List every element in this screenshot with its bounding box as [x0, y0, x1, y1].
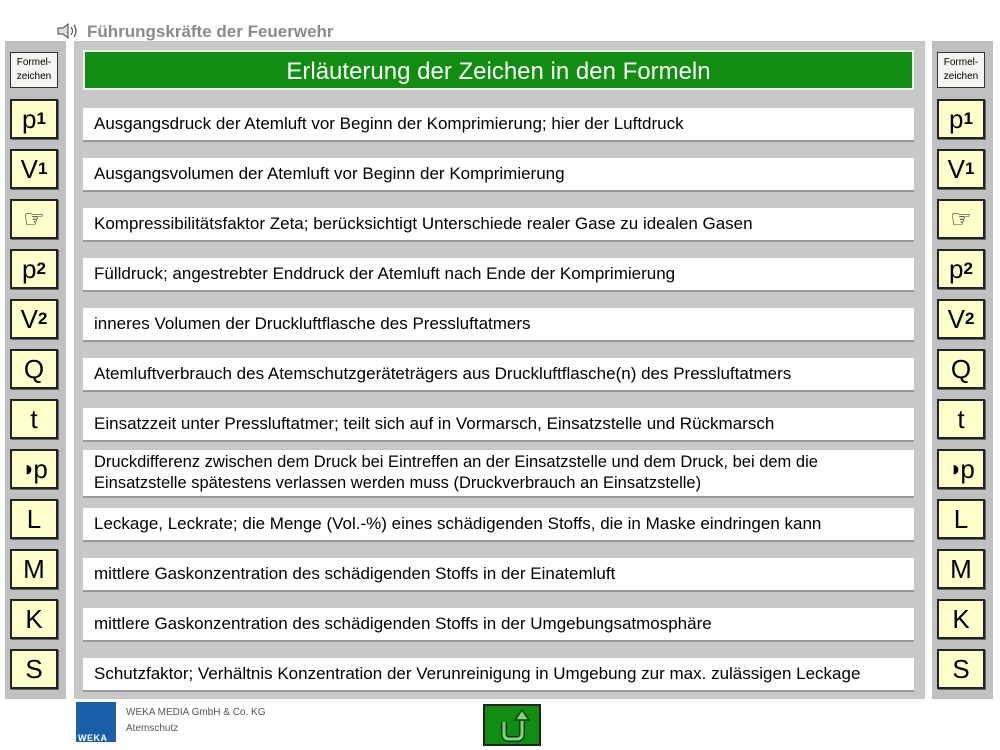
left-symbol-button-6[interactable] — [10, 349, 58, 389]
right-symbol-button-2[interactable] — [937, 149, 985, 189]
explanation-row: Einsatzzeit unter Pressluftatmer; teilt sich auf in Vormarsch, Einsatzstelle und Rückmarsch — [83, 408, 914, 442]
speaker-icon[interactable] — [56, 22, 80, 40]
symbol-base: V — [947, 303, 965, 334]
left-symbol-button-7[interactable] — [10, 399, 58, 439]
explanation-row: mittlere Gaskonzentration des schädigenden Stoffs in der Umgebungsatmosphäre — [83, 608, 914, 642]
explanation-row: Leckage, Leckrate; die Menge (Vol.-%) eines schädigenden Stoffs, die in Maske eindringen kann — [83, 508, 914, 542]
symbol-base: S — [952, 653, 970, 684]
symbol-subscript: 1 — [963, 109, 973, 128]
explanation-row: Kompressibilitätsfaktor Zeta; berücksichtigt Unterschiede realer Gase zu idealen Gasen — [83, 208, 914, 242]
right-symbol-sidebar — [932, 41, 993, 699]
main-panel — [74, 41, 925, 699]
left-symbol-button-12[interactable] — [10, 649, 58, 689]
right-symbol-button-10[interactable] — [937, 549, 985, 589]
right-symbol-button-1[interactable] — [937, 99, 985, 139]
explanation-row: inneres Volumen der Druckluftflasche des Pressluftatmers — [83, 308, 914, 342]
right-symbol-button-6[interactable] — [937, 349, 985, 389]
explanation-row: Ausgangsvolumen der Atemluft vor Beginn der Komprimierung — [83, 158, 914, 192]
symbol-subscript: 2 — [36, 259, 46, 278]
explanation-row: Schutzfaktor; Verhältnis Konzentration der Verunreinigung in Umgebung zur max. zulässigen Leckage — [83, 658, 914, 692]
delta-icon: ◑ — [20, 456, 34, 481]
delta-icon: ◑ — [947, 456, 961, 481]
symbol-base: p — [949, 103, 964, 134]
explanation-row: Ausgangsdruck der Atemluft vor Beginn der Komprimierung; hier der Luftdruck — [83, 108, 914, 142]
back-arrow-icon — [494, 708, 530, 742]
symbol-base: V — [20, 153, 38, 184]
left-symbol-button-2[interactable] — [10, 149, 58, 189]
symbol-base: S — [25, 653, 43, 684]
left-symbol-button-9[interactable] — [10, 499, 58, 539]
explanation-row: Atemluftverbrauch des Atemschutzgeräteträgers aus Druckluftflasche(n) des Pressluftatmers — [83, 358, 914, 392]
explanation-row: Druckdifferenz zwischen dem Druck bei Eintreffen an der Einsatzstelle und dem Druck, bei dem die Einsatzstelle spätestens verlassen werden muss (Druckverbrauch an Einsatzstelle) — [83, 450, 914, 498]
symbol-base: K — [952, 603, 970, 634]
symbol-subscript: 2 — [963, 259, 973, 278]
symbol-base: M — [950, 553, 972, 584]
zeta-icon: ☞ — [23, 205, 45, 233]
right-symbol-button-7[interactable] — [937, 399, 985, 439]
explanation-row: mittlere Gaskonzentration des schädigenden Stoffs in der Einatemluft — [83, 558, 914, 592]
symbol-subscript: 2 — [964, 309, 975, 328]
symbol-base: Q — [950, 353, 972, 384]
left-symbol-button-5[interactable] — [10, 299, 58, 339]
symbol-subscript: 2 — [37, 309, 48, 328]
app-title: Führungskräfte der Feuerwehr — [87, 22, 334, 41]
symbol-base: V — [947, 153, 965, 184]
symbol-base: p — [33, 453, 48, 484]
symbol-subscript: 1 — [36, 109, 46, 128]
left-symbol-button-10[interactable] — [10, 549, 58, 589]
symbol-base: K — [25, 603, 43, 634]
symbol-base: t — [30, 403, 38, 434]
symbol-base: L — [953, 503, 969, 534]
symbol-base: V — [20, 303, 38, 334]
right-symbol-button-12[interactable] — [937, 649, 985, 689]
left-symbol-button-8[interactable] — [10, 449, 58, 489]
symbol-subscript: 1 — [964, 159, 975, 178]
page-title: Erläuterung der Zeichen in den Formeln — [83, 50, 914, 90]
symbol-base: p — [949, 253, 964, 284]
right-symbol-button-11[interactable] — [937, 599, 985, 639]
right-symbol-button-3[interactable] — [937, 199, 985, 239]
company-info — [126, 705, 265, 737]
symbol-base: p — [960, 453, 975, 484]
left-sidebar-header: Formel- zeichen — [10, 52, 58, 88]
product-name: Atemschutz — [126, 723, 179, 734]
left-symbol-sidebar — [5, 41, 66, 699]
back-button[interactable] — [483, 704, 541, 746]
left-symbol-button-11[interactable] — [10, 599, 58, 639]
symbol-base: Q — [23, 353, 45, 384]
left-symbol-button-4[interactable] — [10, 249, 58, 289]
symbol-base: p — [22, 253, 37, 284]
right-symbol-button-5[interactable] — [937, 299, 985, 339]
symbol-base: L — [26, 503, 42, 534]
symbol-base: p — [22, 103, 37, 134]
explanation-row: Fülldruck; angestrebter Enddruck der Atemluft nach Ende der Komprimierung — [83, 258, 914, 292]
company-name: WEKA MEDIA GmbH & Co. KG — [126, 707, 266, 718]
zeta-icon: ☞ — [950, 205, 972, 233]
symbol-base: t — [957, 403, 965, 434]
right-symbol-button-9[interactable] — [937, 499, 985, 539]
right-sidebar-header: Formel- zeichen — [937, 52, 985, 88]
right-symbol-button-4[interactable] — [937, 249, 985, 289]
symbol-subscript: 1 — [37, 159, 48, 178]
right-symbol-button-8[interactable] — [937, 449, 985, 489]
left-symbol-button-3[interactable] — [10, 199, 58, 239]
left-symbol-button-1[interactable] — [10, 99, 58, 139]
weka-logo-text: WEKA — [78, 733, 108, 743]
symbol-base: M — [23, 553, 45, 584]
